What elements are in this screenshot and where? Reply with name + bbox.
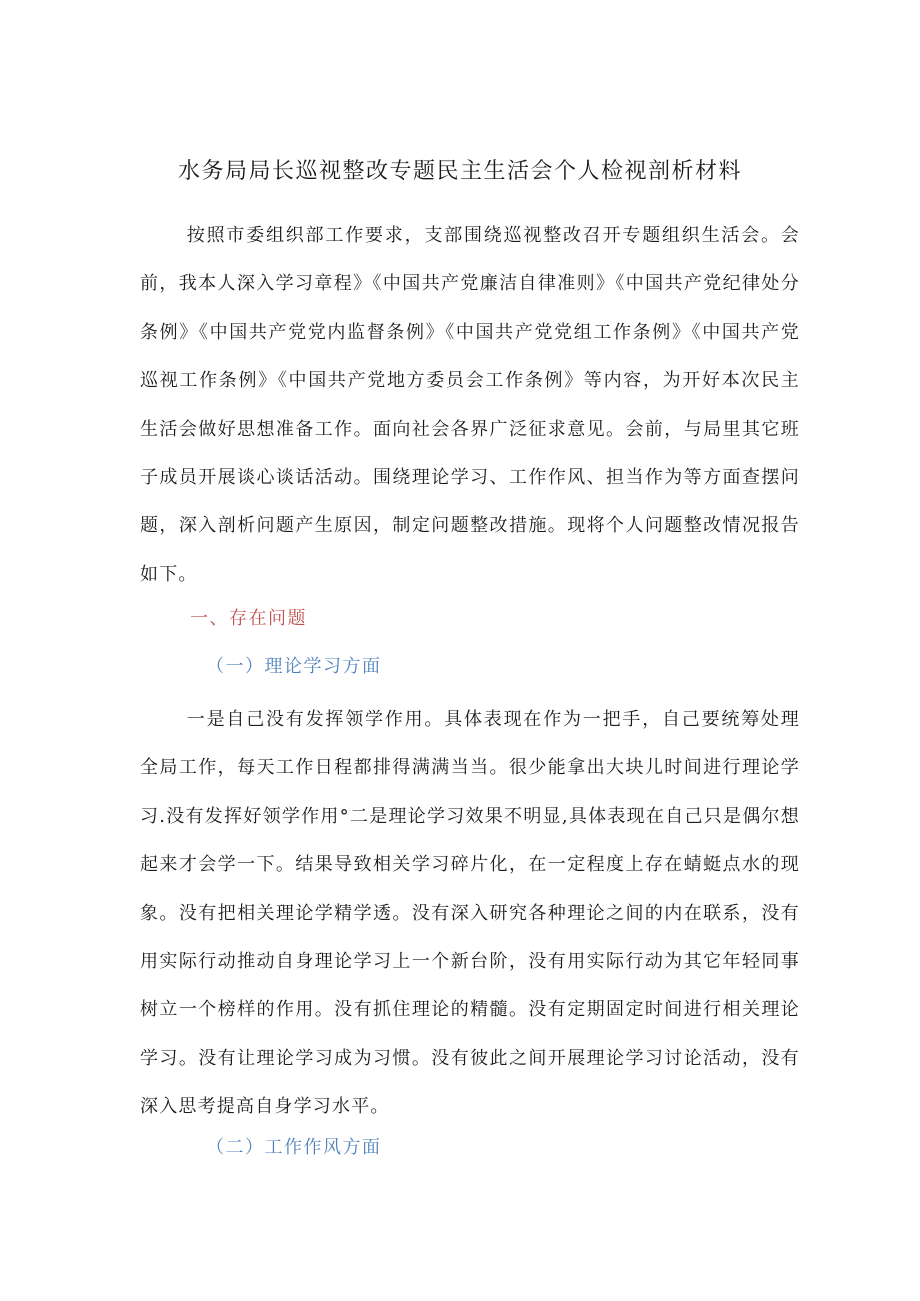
intro-paragraph: 按照市委组织部工作要求，支部围绕巡视整改召开专题组织生活会。会前，我本人深入学习章程》《中国共产党廉洁自律准则》《中国共产党纪律处分条例》《中国共产党党内监督条例》《中国共产党党组工作条例》《中国共产党巡视工作条例》《中国共产党地方委员会工作条例》等内容，为开好本次民主生活会做好思想准备工作。面向社会各界广泛征求意见。会前，与局里其它班子成员开展谈心谈话活动。围绕理论学习、工作作风、担当作为等方面查摆问题，深入剖析问题产生原因，制定问题整改措施。现将个人问题整改情况报告如下。 [140, 225, 800, 585]
subsection-heading-theory-study: （一）理论学习方面 [206, 656, 382, 677]
document-title: 水务局局长巡视整改专题民主生活会个人检视剖析材料 [177, 159, 742, 184]
theory-study-paragraph: 一是自己没有发挥领学作用。具体表现在作为一把手，自己要统筹处理全局工作，每天工作日程都排得满满当当。很少能拿出大块儿时间进行理论学习.没有发挥好领学作用°二是理论学习效果不明显,具体表现在自己只是偶尔想起来才会学一下。结果导致相关学习碎片化，在一定程度上存在蜻蜓点水的现象。没有把相关理论学精学透。没有深入研究各种理论之间的内在联系，没有用实际行动推动自身理论学习上一个新台阶，没有用实际行动为其它年轻同事树立一个榜样的作用。没有抓住理论的精髓。没有定期固定时间进行相关理论学习。没有让理论学习成为习惯。没有彼此之间开展理论学习讨论活动，没有深入思考提高自身学习水平。 [140, 709, 800, 1118]
subsection-heading-work-style: （二）工作作风方面 [206, 1137, 382, 1158]
section-heading-problems: 一、存在问题 [190, 608, 307, 629]
